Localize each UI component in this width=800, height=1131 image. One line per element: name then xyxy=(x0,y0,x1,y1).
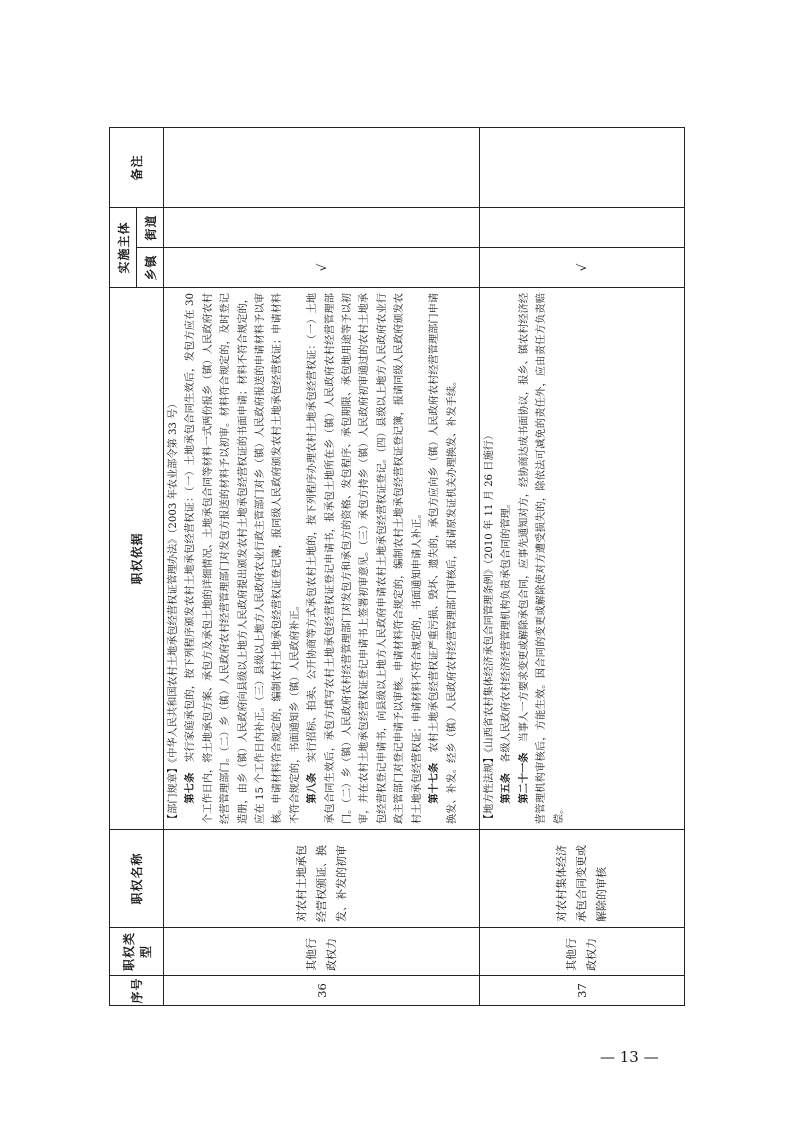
header-township: 乡镇 xyxy=(137,248,164,288)
row-name: 对农村土地承包经营权颁证、换发、补发的初审 xyxy=(164,830,480,928)
table-header-row xyxy=(110,127,137,1005)
law-title: 《山西省农村集体经济承包合同管理条例》（2010 年 11 月 26 日施行） xyxy=(484,429,495,753)
row-type: 其他行政权力 xyxy=(480,928,685,976)
township-check-mark: √ xyxy=(480,248,685,288)
row-type: 其他行政权力 xyxy=(164,928,480,976)
row-basis xyxy=(164,288,480,830)
article-label: 第十七条 xyxy=(429,762,441,804)
article-text: 各级人民政府农村经济经营管理机构负责承包合同的管理。 xyxy=(501,497,513,763)
article-label: 第八条 xyxy=(307,772,319,804)
article-text: 当事人一方要求变更或解除承包合同，应事先通知对方，经协商达成书面协议，报乡、镇农村经济经营管理机构审核后，方能生效。因合同的变更或解除使对方遭受损失的，除依法可减免的责任外，应由责任方负责赔偿。 xyxy=(518,292,565,824)
header-type: 职权类型 xyxy=(110,928,164,976)
law-title: 《中华人民共和国农村土地承包经营权证管理办法》（2003 年农业部令第 33 号） xyxy=(168,398,179,763)
row-seq: 37 xyxy=(480,976,685,1006)
article-text: 实行家庭承包的，按下列程序颁发农村土地承包经营权证：（一）土地承包合同生效后，发包方应在 30 个工作日内，将土地承包方案、承包方及承包土地的详细情况、土地承包合同等材料一式两份报乡（镇）人民政府农村经营管理部门。（二）乡（镇）人民政府农村经营管理部门对发包方报送的材料予以初审。材料符合规定的，及时登记造册，由乡（镇）人民政府向县级以上地方人民政府提出颁发农村土地承包经营权证的书面申请；材料不符合规定的，应在 15 个工作日内补正。（三）县级以上地方人民政府农业行政主管部门对乡（镇）人民政府报送的申请材料予以审核。申请材料符合规定的，编制农村土地承包经营权证登记簿，报同级人民政府颁发农村土地承包经营权证；申请材料不符合规定的，书面通知乡（镇）人民政府补正。 xyxy=(185,292,301,824)
street-mark xyxy=(480,207,685,247)
row-basis xyxy=(480,288,685,830)
article-label: 第二十一条 xyxy=(518,752,530,804)
row-remark xyxy=(480,127,685,207)
article-label: 第五条 xyxy=(501,773,513,804)
article-text: 实行招标、拍卖、公开协商等方式承包农村土地的，按下列程序办理农村土地承包经营权证：（一）土地承包合同生效后，承包方填写农村土地承包经营权证登记申请书，报承包土地所在乡（镇）人民政府农村经营管理部门。（二）乡（镇）人民政府农村经营管理部门对发包方和承包方的资格、发包程序、承包期限、承包地用途等予以初审，并在农村土地承包经营权证登记申请书上签署初审意见。（三）承包方持乡（镇）人民政府初审通过的农村土地承包经营权登记申请书，向县级以上地方人民政府申请农村土地承包经营权证登记。（四）县级以上地方人民政府农业行政主管部门对登记申请予以审核。申请材料符合规定的，编制农村土地承包经营权证登记簿，报请同级人民政府颁发农村土地承包经营权证；申请材料不符合规定的，书面通知申请人补正。 xyxy=(307,292,423,824)
township-check-mark: √ xyxy=(164,248,480,288)
authority-table xyxy=(109,127,685,1006)
row-seq: 36 xyxy=(164,976,480,1006)
street-mark xyxy=(164,207,480,247)
table-row xyxy=(480,127,685,1005)
header-seq: 序号 xyxy=(110,976,164,1006)
row-remark xyxy=(164,127,480,207)
header-basis: 职权依据 xyxy=(110,288,164,830)
header-name: 职权名称 xyxy=(110,830,164,928)
rotated-table-container xyxy=(109,128,685,1006)
law-category: 【部门规章】 xyxy=(168,762,179,824)
article-text: 农村土地承包经营权证严重污损、毁坏、遗失的，承包方应向乡（镇）人民政府农村经营管理部门申请换发、补发。经乡（镇）人民政府农村经营管理部门审核后，报请原发证机关办理换发、补发手续。 xyxy=(429,292,458,824)
row-name: 对农村集体经济承包合同变更或解除的审核 xyxy=(480,830,685,928)
header-remark: 备注 xyxy=(110,127,164,207)
header-subject: 实施主体 xyxy=(110,207,137,287)
table-row xyxy=(164,127,480,1005)
page-number: — 13 — xyxy=(600,1048,659,1066)
article-label: 第七条 xyxy=(185,772,197,804)
law-category: 【地方性法规】 xyxy=(484,752,495,824)
header-street: 街道 xyxy=(137,207,164,247)
